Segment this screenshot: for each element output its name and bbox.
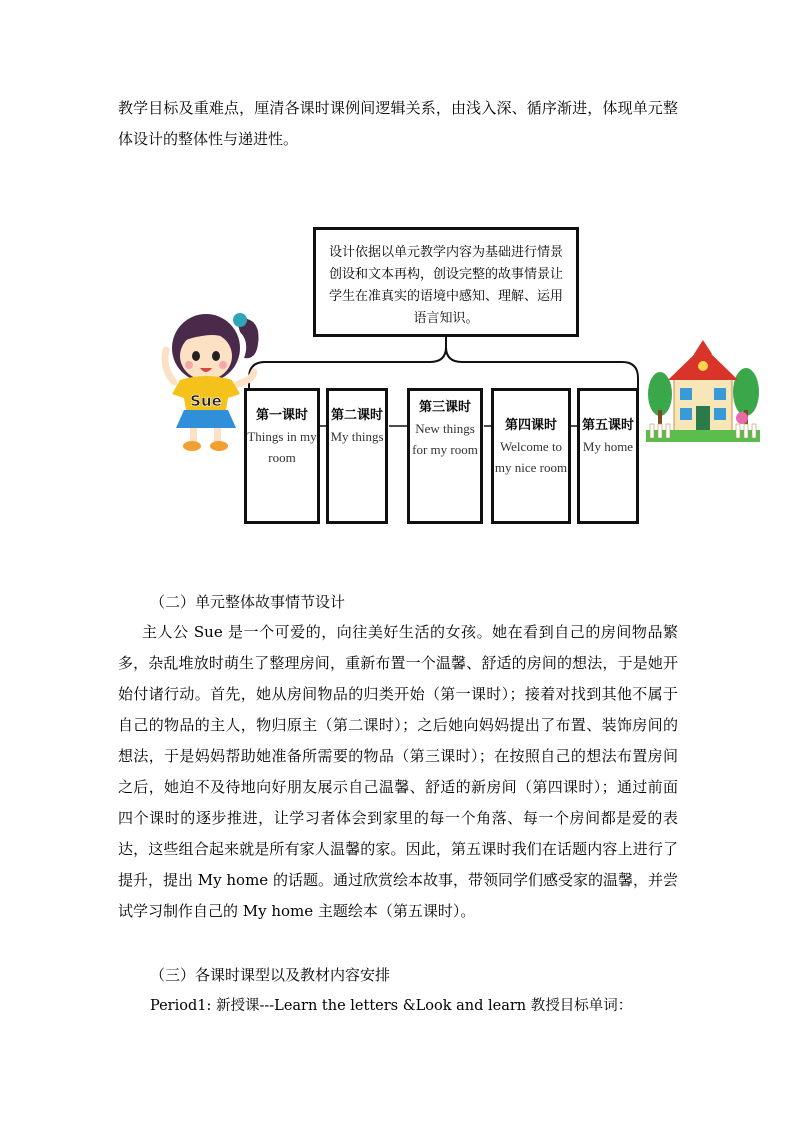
period1-line: Period1: 新授课---Learn the letters &Look and learn 教授目标单词： <box>150 998 633 1014</box>
lesson-box-2 <box>326 388 388 524</box>
lesson-title: 第五课时 <box>581 418 634 433</box>
house-illustration <box>646 332 760 452</box>
section-2-heading: （二）单元整体故事情节设计 <box>150 593 346 611</box>
lesson-title: 第一课时 <box>255 408 308 423</box>
lesson-subtitle: My home <box>582 439 634 454</box>
design-basis-box: 设计依据以单元教学内容为基础进行情景创设和文本再构，创设完整的故事情景让学生在准真实的语境中感知、理解、运用语言知识。 <box>313 227 579 337</box>
lesson-title: 第二课时 <box>330 408 383 423</box>
story-paragraph: 主人公 Sue 是一个可爱的，向往美好生活的女孩。她在看到自己的房间物品繁多，杂乱堆放时萌生了整理房间，重新布置一个温馨、舒适的房间的想法，于是她开始付诸行动。首先，她从房间物品的归类开始（第一课时）；接着对找到其他不属于自己的物品的主人，物归原主（第二课时）；之后她向妈妈提出了布置、装饰房间的想法，于是妈妈帮助她准备所需要的物品（第三课时）；在按照自己的想法布置房间之后，她迫不及待地向好朋友展示自己温馨、舒适的新房间（第四课时）；通过前面四个课时的逐步推进，让学习者体会到家里的每一个角落、每一个房间都是爱的表达，这些组合起来就是所有家人温馨的家。因此，第五课时我们在话题内容上进行了提升，提出 My home 的话题。通过欣赏绘本故事，带领同学们感受家的温馨，并尝试学习制作自己的 My home 主题绘本（第五课时）。 <box>118 623 678 920</box>
lesson-subtitle: Things in my room <box>247 429 317 465</box>
lesson-subtitle: My things <box>330 429 384 444</box>
lesson-box-5 <box>577 388 639 524</box>
lesson-box-4 <box>491 388 571 524</box>
lesson-subtitle: Welcome to my nice room <box>494 439 568 475</box>
lesson-title: 第三课时 <box>418 400 471 415</box>
shirt-text: Sue <box>190 392 222 410</box>
section-3-heading: （三）各课时课型以及教材内容安排 <box>150 966 391 984</box>
intro-paragraph: 教学目标及重难点，厘清各课时课例间逻辑关系，由浅入深、循序渐进，体现单元整体设计的整体性与递进性。 <box>118 99 678 148</box>
girl-sue-illustration <box>158 298 262 454</box>
lesson-title: 第四课时 <box>504 418 557 433</box>
lesson-box-3 <box>407 388 483 524</box>
lesson-subtitle: New things for my room <box>412 421 478 457</box>
